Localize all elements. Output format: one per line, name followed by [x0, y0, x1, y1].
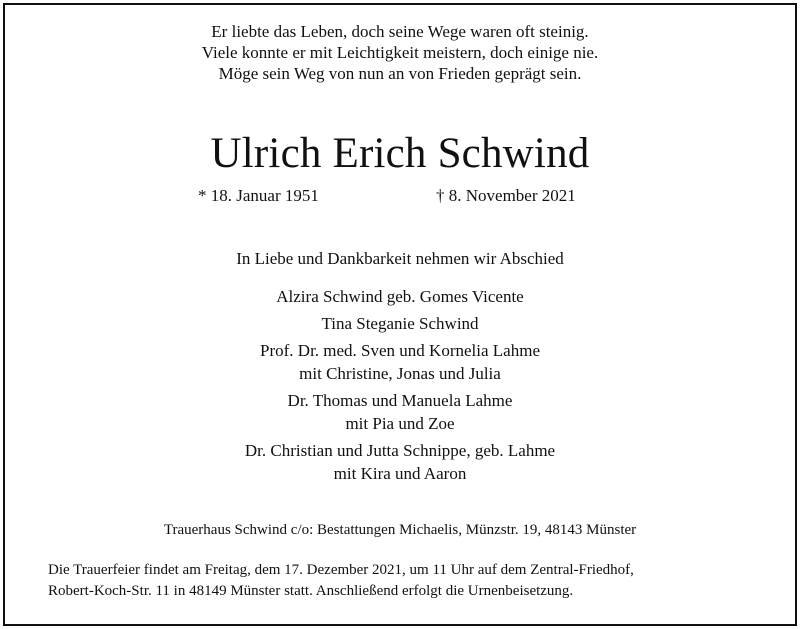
mourning-house-address: Trauerhaus Schwind c/o: Bestattungen Michaelis, Münzstr. 19, 48143 Münster: [163, 522, 637, 538]
verse-line: Möge sein Weg von nun an von Frieden geprägt sein.: [218, 64, 582, 83]
mourner-line: mit Christine, Jonas und Julia: [299, 364, 501, 383]
mourner-entry: [0, 390, 800, 436]
mourner-line: Dr. Christian und Jutta Schnippe, geb. Lahme: [244, 441, 556, 460]
deceased-name: Ulrich Erich Schwind: [210, 130, 590, 177]
mourner-entry: [0, 340, 800, 386]
ceremony-line: Robert-Koch-Str. 11 in 48149 Münster statt. Anschließend erfolgt die Urnenbeisetzung.: [48, 583, 574, 599]
verse: [0, 21, 800, 84]
ceremony-line: Die Trauerfeier findet am Freitag, dem 17. Dezember 2021, um 11 Uhr auf dem Zentral-Friedhof,: [48, 562, 634, 578]
verse-line: Er liebte das Leben, doch seine Wege waren oft steinig.: [211, 22, 589, 41]
mourner-entry: [0, 313, 800, 336]
farewell-text: In Liebe und Dankbarkeit nehmen wir Abschied: [236, 249, 564, 268]
mourner-entry: [0, 286, 800, 309]
mourner-line: Dr. Thomas und Manuela Lahme: [287, 391, 513, 410]
verse-line: Viele konnte er mit Leichtigkeit meistern, doch einige nie.: [201, 43, 599, 62]
death-date: † 8. November 2021: [436, 186, 576, 205]
mourner-entry: [0, 440, 800, 486]
mourners-list: [0, 286, 800, 490]
ceremony-info: [48, 560, 634, 602]
birth-date: * 18. Januar 1951: [198, 186, 319, 205]
mourner-line: Alzira Schwind geb. Gomes Vicente: [276, 287, 524, 306]
mourner-line: Tina Steganie Schwind: [321, 314, 479, 333]
mourner-line: Prof. Dr. med. Sven und Kornelia Lahme: [260, 341, 540, 360]
mourner-line: mit Kira und Aaron: [333, 464, 467, 483]
mourner-line: mit Pia und Zoe: [345, 414, 455, 433]
